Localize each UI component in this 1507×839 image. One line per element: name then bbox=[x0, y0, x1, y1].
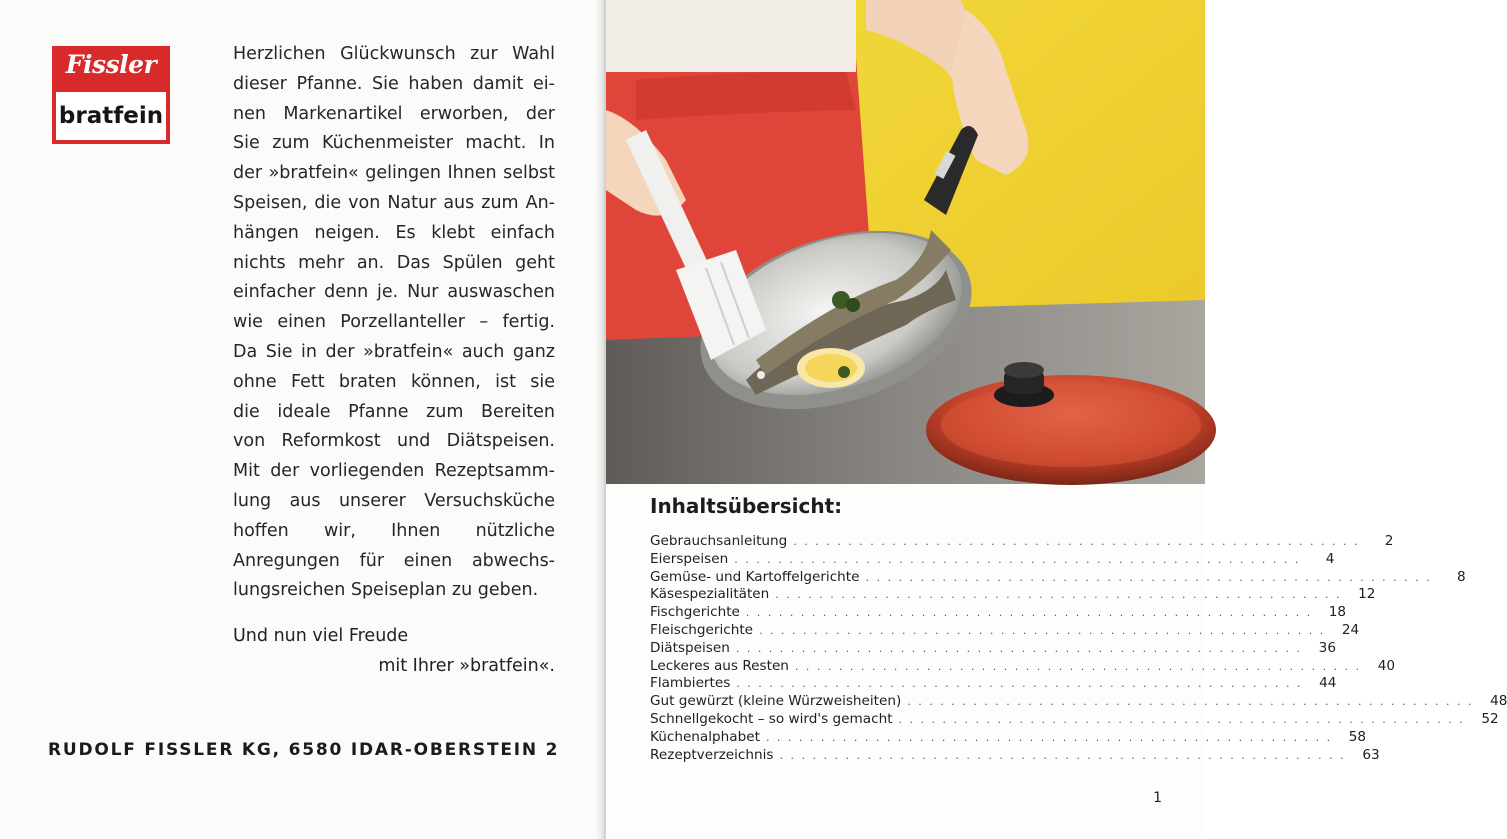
toc-row bbox=[650, 693, 1507, 711]
letter-line: ohne Fett braten können, ist sie bbox=[233, 371, 555, 392]
toc-row-page: 58 bbox=[1348, 728, 1367, 745]
toc-row-leader: . . . . . . . . . . . . . . . . . . . . . . . . . . . . . . . . . . . . . . . . . . . . . . . . . . . . bbox=[736, 677, 1303, 691]
left-page bbox=[0, 0, 604, 839]
product-photo bbox=[606, 0, 1205, 484]
toc-row-leader: . . . . . . . . . . . . . . . . . . . . . . . . . . . . . . . . . . . . . . . . . . . . . . . . . . . . bbox=[775, 588, 1342, 602]
toc-row bbox=[650, 586, 1376, 604]
letter-line: die ideale Pfanne zum Bereiten bbox=[233, 401, 555, 422]
toc-row-page: 52 bbox=[1481, 710, 1499, 727]
letter-line: von Reformkost und Diätspeisen. bbox=[233, 431, 555, 452]
toc-row bbox=[650, 639, 1336, 658]
toc-row-page: 48 bbox=[1490, 693, 1507, 710]
letter-line: lung aus unserer Versuchsküche bbox=[233, 490, 555, 511]
toc-row bbox=[650, 710, 1499, 729]
toc-row-page: 4 bbox=[1325, 550, 1335, 567]
toc-row-leader: . . . . . . . . . . . . . . . . . . . . . . . . . . . . . . . . . . . . . . . . . . . . . . . . . . . . bbox=[759, 623, 1326, 637]
toc-row-page: 24 bbox=[1341, 621, 1360, 638]
toc-row bbox=[650, 550, 1335, 569]
toc-row-page: 63 bbox=[1362, 746, 1380, 763]
welcome-letter bbox=[233, 40, 555, 606]
toc-row bbox=[650, 604, 1347, 622]
toc-row-label: Leckeres aus Resten bbox=[650, 657, 789, 674]
letter-line: nen Markenartikel erworben, der bbox=[233, 103, 555, 124]
toc-row-label: Gebrauchsanleitung bbox=[650, 533, 788, 549]
toc-row-page: 36 bbox=[1318, 639, 1336, 656]
closing-line-1: Und nun viel Freude bbox=[233, 626, 409, 646]
letter-line: lungsreichen Speiseplan zu geben. bbox=[233, 580, 539, 601]
toc-row-label: Gut gewürzt (kleine Würzweisheiten) bbox=[650, 693, 902, 710]
company-address: RUDOLF FISSLER KG, 6580 IDAR-OBERSTEIN 2 bbox=[48, 740, 560, 760]
toc-row-page: 12 bbox=[1358, 586, 1376, 603]
letter-line: Sie zum Küchenmeister macht. In bbox=[233, 133, 555, 154]
letter-line: nichts mehr an. Das Spülen geht bbox=[233, 252, 555, 273]
toc-row bbox=[650, 657, 1396, 676]
letter-line: Herzlichen Glückwunsch zur Wahl bbox=[233, 44, 555, 64]
toc-row bbox=[650, 746, 1380, 765]
table-of-contents bbox=[650, 533, 1507, 764]
page-number: 1 bbox=[1153, 790, 1162, 806]
toc-row-leader: . . . . . . . . . . . . . . . . . . . . . . . . . . . . . . . . . . . . . . . . . . . . . . . . . . . . bbox=[734, 552, 1301, 566]
letter-line: Mit der vorliegenden Rezeptsamm- bbox=[233, 461, 555, 482]
toc-row-leader: . . . . . . . . . . . . . . . . . . . . . . . . . . . . . . . . . . . . . . . . . . . . . . . . . . . . bbox=[794, 659, 1362, 673]
toc-row-label: Eierspeisen bbox=[650, 550, 729, 567]
toc-row-page: 2 bbox=[1384, 533, 1394, 549]
toc-row-leader: . . . . . . . . . . . . . . . . . . . . . . . . . . . . . . . . . . . . . . . . . . . . . . . . . . . . bbox=[745, 606, 1313, 620]
closing-line-2: mit Ihrer »bratfein«. bbox=[378, 656, 555, 676]
toc-row-leader: . . . . . . . . . . . . . . . . . . . . . . . . . . . . . . . . . . . . . . . . . . . . . . . . . . . . bbox=[865, 570, 1432, 584]
letter-line: der »bratfein« gelingen Ihnen selbst bbox=[233, 163, 555, 184]
toc-row-label: Flambiertes bbox=[650, 675, 731, 692]
letter-line: Anregungen für einen abwechs- bbox=[233, 550, 555, 571]
logo-brand-text: Fissler bbox=[65, 50, 157, 79]
letter-line: einfacher denn je. Nur auswaschen bbox=[233, 282, 555, 303]
fissler-bratfein-logo bbox=[52, 46, 170, 144]
toc-row-leader: . . . . . . . . . . . . . . . . . . . . . . . . . . . . . . . . . . . . . . . . . . . . . . . . . . . . bbox=[907, 695, 1474, 709]
toc-row bbox=[650, 568, 1466, 587]
toc-row-label: Diätspeisen bbox=[650, 639, 730, 656]
logo-product-text: bratfein bbox=[56, 92, 166, 140]
toc-row-leader: . . . . . . . . . . . . . . . . . . . . . . . . . . . . . . . . . . . . . . . . . . . . . . . . . . . . bbox=[898, 712, 1465, 726]
letter-line: wie einen Porzellanteller – fertig. bbox=[233, 312, 555, 333]
letter-line: hoffen wir, Ihnen nützliche bbox=[233, 520, 555, 541]
toc-row bbox=[650, 533, 1394, 551]
letter-line: Speisen, die von Natur aus zum An- bbox=[233, 192, 555, 213]
letter-line: hängen neigen. Es klebt einfach bbox=[233, 222, 555, 243]
toc-row-label: Küchenalphabet bbox=[650, 728, 760, 745]
toc-row bbox=[650, 728, 1367, 747]
closing-remark bbox=[233, 621, 555, 681]
letter-line: dieser Pfanne. Sie haben damit ei- bbox=[233, 73, 555, 94]
toc-row-page: 40 bbox=[1377, 657, 1396, 674]
right-page bbox=[606, 0, 1507, 839]
letter-line: Da Sie in der »bratfein« auch ganz bbox=[233, 341, 555, 362]
toc-row-page: 18 bbox=[1328, 604, 1347, 621]
toc-row-label: Gemüse- und Kartoffelgerichte bbox=[650, 568, 860, 585]
toc-row-page: 44 bbox=[1319, 675, 1337, 692]
toc-row-leader: . . . . . . . . . . . . . . . . . . . . . . . . . . . . . . . . . . . . . . . . . . . . . . . . . . . . bbox=[793, 535, 1360, 548]
toc-row-label: Fischgerichte bbox=[650, 604, 740, 621]
toc-row-label: Fleischgerichte bbox=[650, 621, 754, 638]
pan-with-fish-illustration bbox=[606, 0, 1205, 484]
toc-row-page: 8 bbox=[1457, 568, 1466, 585]
toc-row bbox=[650, 675, 1337, 693]
toc-row-label: Käsespezialitäten bbox=[650, 586, 770, 603]
toc-row-leader: . . . . . . . . . . . . . . . . . . . . . . . . . . . . . . . . . . . . . . . . . . . . . . . . . . . . bbox=[735, 641, 1302, 655]
toc-row bbox=[650, 621, 1360, 640]
toc-title: Inhaltsübersicht: bbox=[650, 494, 843, 518]
toc-row-leader: . . . . . . . . . . . . . . . . . . . . . . . . . . . . . . . . . . . . . . . . . . . . . . . . . . . . bbox=[779, 748, 1346, 762]
toc-row-label: Rezeptverzeichnis bbox=[650, 746, 774, 763]
toc-row-label: Schnellgekocht – so wird's gemacht bbox=[650, 710, 893, 727]
toc-row-leader: . . . . . . . . . . . . . . . . . . . . . . . . . . . . . . . . . . . . . . . . . . . . . . . . . . . . bbox=[765, 730, 1333, 744]
